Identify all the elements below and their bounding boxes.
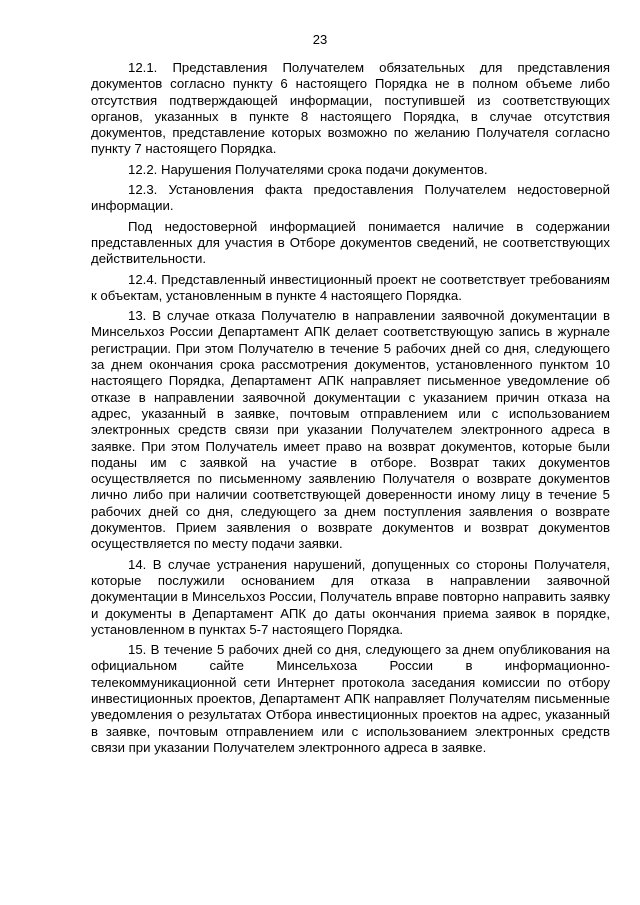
paragraph-12-2: 12.2. Нарушения Получателями срока подачи документов. [128,161,488,177]
paragraph-13: 13. В случае отказа Получателю в направлении заявочной документации в Минсельхоз России Департамент АПК делает соответствующую запись в журнале регистрации. При этом Получателю в течение 5 рабочих дней со дня, следующего за днем окончания срока рассмотрения документов, установленного пунктом 10 настоящего Порядка, Департамент АПК направляет письменное уведомление об отказе в направлении заявочной документации с указанием причин отказа на адрес, указанный в заявке, почтовым отправлением или с использованием электронных средств связи при указании Получателем электронного адреса в заявке. При этом Получатель имеет право на возврат документов, которые были поданы им с заявкой на участие в отборе. Возврат таких документов осуществляется по письменному заявлению Получателя о возврате документов лично либо при наличии соответствующей доверенности иному лицу в течение 5 рабочих дней со дня, следующего за днем поступления заявления о возврате документов. Прием заявления о возврате документов и возврат документов осуществляется по месту подачи заявки. [91,308,610,552]
page-number: 23 [312,32,328,47]
paragraph-12-3: 12.3. Установления факта предоставления Получателем недостоверной информации. [91,182,610,214]
paragraph-14: 14. В случае устранения нарушений, допущенных со стороны Получателя, которые послужили основанием для отказа в направлении заявочной документации в Минсельхоз России, Получатель вправе повторно направить заявку и документы в Департамент АПК до даты окончания приема заявок в порядке, установленном в пунктах 5-7 настоящего Порядка. [91,556,610,637]
paragraph-12-1: 12.1. Представления Получателем обязательных для представления документов согласно пункту 6 настоящего Порядка не в полном объеме либо отсутствия подтверждающей информации, поступившей из соответствующих органов, указанных в пункте 8 настоящего Порядка, в случае отсутствия документов, представление которых возможно по желанию Получателя согласно пункту 7 настоящего Порядка. [91,60,610,157]
document-body [91,60,610,760]
paragraph-12-4: 12.4. Представленный инвестиционный проект не соответствует требованиям к объектам, установленным в пункте 4 настоящего Порядка. [91,271,610,303]
paragraph-definition: Под недостоверной информацией понимается наличие в содержании представленных для участия в Отборе документов сведений, не соответствующих действительности. [91,218,610,267]
paragraph-15: 15. В течение 5 рабочих дней со дня, следующего за днем опубликования на официальном сайте Минсельхоза России в информационно-телекоммуникационной сети Интернет протокола заседания комиссии по отбору инвестиционных проектов, Департамент АПК направляет Получателям письменные уведомления о результатах Отбора инвестиционных проектов на адрес, указанный в заявке, почтовым отправлением или с использованием электронных средств связи при указании Получателем электронного адреса в заявке. [91,642,610,755]
